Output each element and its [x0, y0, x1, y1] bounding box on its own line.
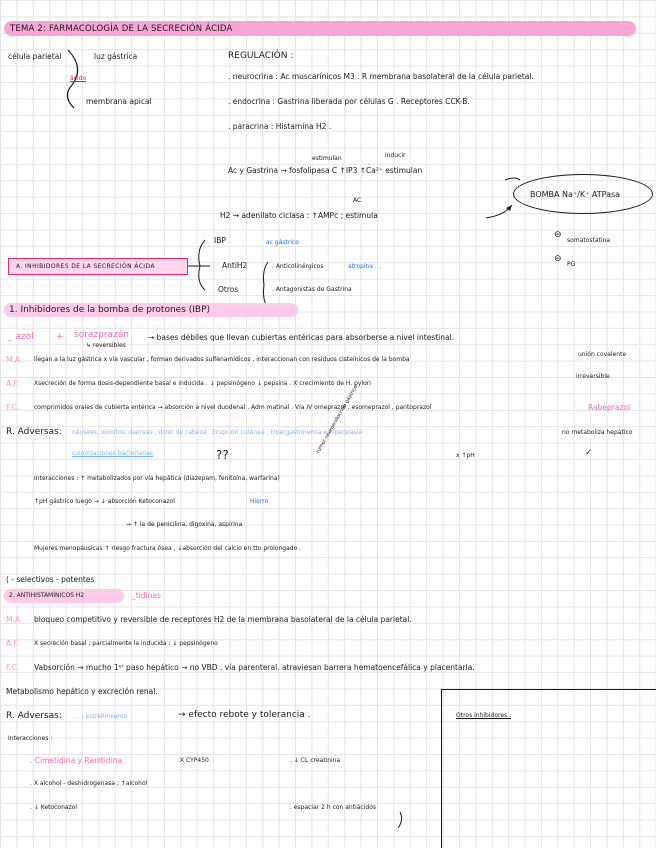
ibp-interacciones: Interacciones : ↑ metabolizados por vía hepática (diazepam, fenitoína, warfarina): [34, 475, 280, 482]
ibp-ra-text: náuseas, vómitos, diarreas , dolor de cabeza . Erupción cutánea , hipergastrinemia e hiperplasia: [72, 429, 363, 436]
inhibidores-ibp-note: ac gástrico: [266, 239, 299, 246]
section-inhibidores-box: [8, 258, 188, 275]
ibp-ma-side2: irreversible: [576, 373, 610, 380]
inhibidores-atropina: atropina . .: [348, 263, 381, 270]
inhibidores-ibp: IBP: [214, 236, 226, 245]
regulacion-paracrina: . paracrina : Histamina H2 .: [228, 122, 332, 131]
antih2-interacciones: Interacciones :: [8, 735, 53, 742]
ibp-ph-note: x ↑pH: [456, 452, 475, 459]
inhibidores-antagonistas: . Antagonistas de Gastrina: [272, 286, 352, 293]
label-acido: ácido: [70, 75, 87, 82]
pg-label: PG: [567, 261, 576, 268]
antih2-ra-label: R. Adversas:: [6, 711, 62, 721]
ibp-penicilina: → ↑ la de penicilina, digoxina, aspirina: [126, 521, 243, 528]
ibp-drug-azol: _ azol: [8, 332, 34, 342]
note-estimulan: estimulan: [312, 155, 342, 162]
antih2-fc-label: F.C.: [6, 663, 20, 672]
label-membrana-apical: membrana apical: [86, 97, 152, 106]
antih2-metabolismo: Metabolismo hepático y excreción renal.: [6, 687, 158, 696]
antih2-ma-text: bloqueo competitivo y reversible de receptores H2 de la membrana basolateral de la célula parietal.: [34, 615, 412, 624]
ibp-ma-text: llegan a la luz gástrica x vía vascular , forman derivados sulfenamídicos , interaccionan con residuos cisteínicos de la bomba: [34, 356, 410, 363]
minus-icon-2: ⊖: [554, 254, 562, 264]
label-luz-gastrica: luz gástrica: [94, 52, 138, 61]
ibp-reversibles-note: ↳ reversibles: [86, 342, 126, 349]
otros-inhibidores-label: Otros inhibidores :: [456, 712, 512, 719]
antih2-ketoconazol: . ↓ Ketoconazol: [30, 804, 78, 811]
antih2-fc-text: Vabsorción → mucho 1ᵉʳ paso hepático → no VBD . vía parenteral. atraviesan barrera hematoencefálica y placentaria.: [34, 663, 475, 672]
antih2-tidinas: _tidinas: [132, 591, 161, 600]
antih2-efecto: → efecto rebote y tolerancia .: [178, 710, 311, 720]
ibp-no-metab: no metaboliza hepático: [562, 429, 633, 436]
section-inhibidores-label: A. INHIBIDORES DE LA SECRECIÓN ÁCIDA: [16, 263, 155, 270]
antih2-cyp: X CYP450: [180, 757, 209, 764]
ibp-mujeres: Mujeres menopáusicas ↑ riesgo fractura ósea , ↓absorción del calcio en tto prolongado .: [34, 545, 302, 552]
stimulus-h2: H2 → adenilato ciclasa : ↑AMPc ; estimula: [220, 211, 378, 220]
ibp-drug-sorazprazan: sorazprazán: [74, 330, 130, 340]
inhibidores-antih2: AntiH2: [222, 261, 248, 270]
ibp-fc-label: F.C.: [6, 403, 20, 412]
ibp-tilted-note: tumor neuroendocrino gástrico: [315, 384, 360, 455]
ibp-drug-desc: → bases débiles que llevan cubiertas entéricas para absorberse a nivel intestinal.: [148, 333, 455, 342]
note-inducir: inducir: [385, 152, 406, 159]
ibp-ra-label: R. Adversas:: [6, 427, 62, 437]
antih2-af-text: X secreción basal ; parcialmente la inducida ; ↓ pepsinógeno: [34, 640, 218, 647]
ibp-af-label: A.F.: [6, 379, 19, 388]
bomba-label: BOMBA Na⁺/K⁺ ATPasa: [530, 190, 621, 199]
antih2-notes: ( - selectivos - potentes: [6, 575, 95, 584]
antih2-cl-creatinina: . ↓ CL creatinina: [290, 757, 341, 764]
minus-icon-1: ⊖: [554, 230, 562, 240]
bomba-oval: [513, 174, 653, 214]
ibp-heading: 1. Inhibidores de la bomba de protones (IBP): [9, 305, 211, 315]
ibp-rabeprazol: Rabeprazol: [588, 403, 631, 412]
regulacion-heading: REGULACIÓN :: [228, 51, 294, 61]
antih2-cimetidina: . Cimetidina y Ranitidina: [30, 756, 123, 765]
regulacion-neurocrina: . neurocrina : Ac muscarínicos M3 . R membrana basolateral de la célula parietal.: [228, 72, 534, 81]
ibp-fc-text: comprimidos orales de cubierta entérica → absorción a nivel duodenal . Adm matinal . Vía IV omeprazol , esomeprazol , pantoprazol: [34, 404, 432, 411]
inhibidores-anticolinergicos: . Anticolinérgicos: [272, 263, 324, 270]
antih2-heading: 2. ANTIHISTAMÍNICOS H2: [9, 592, 85, 599]
label-celula-parietal: célula parietal: [8, 52, 62, 61]
page-title: TEMA 2: FARMACOLOGÍA DE LA SECRECIÓN ÁCIDA: [10, 24, 233, 34]
note-ac: AC: [353, 197, 362, 204]
ibp-ma-label: M.A.: [6, 355, 23, 364]
check-icon: ✓: [585, 448, 593, 458]
antih2-af-label: A.F.: [6, 639, 19, 648]
somatostatina-label: somatostatina: [567, 237, 610, 244]
ibp-colonizaciones: colonizaciones bacterianas: [72, 450, 154, 457]
antih2-ma-label: M.A.: [6, 615, 23, 624]
antih2-alcohol: . X alcohol - deshidrogenasa ; ↑alcohol: [30, 780, 148, 787]
ibp-drug-plus: +: [56, 332, 64, 342]
inhibidores-otros: Otros: [218, 285, 239, 294]
stimulus-ac-gastrina: Ac y Gastrina → fosfolipasa C ↑IP3 ↑Ca²⁺ estimulan: [228, 166, 423, 175]
ibp-ma-side: unión covalente: [578, 351, 627, 358]
ibp-ph-gastrico: ↑pH gástrico luego → ↓ absorción Ketoconazol: [34, 498, 175, 505]
ibp-question: ??: [216, 448, 229, 462]
ibp-af-text: Xsecreción de forma dosis-dependiente basal e inducida . ↓ pepsinógeno ↓ pepsina . X crecimiento de H. pylori: [34, 380, 371, 387]
antih2-espaciar: . espaciar 2 h con antiácidos: [290, 804, 376, 811]
antih2-ra-text: . . ; estreñimiento: [74, 713, 128, 720]
ibp-hierro: Hierro: [250, 498, 269, 505]
regulacion-endocrina: . endocrina : Gastrina liberada por células G . Receptores CCK-B.: [228, 97, 470, 106]
